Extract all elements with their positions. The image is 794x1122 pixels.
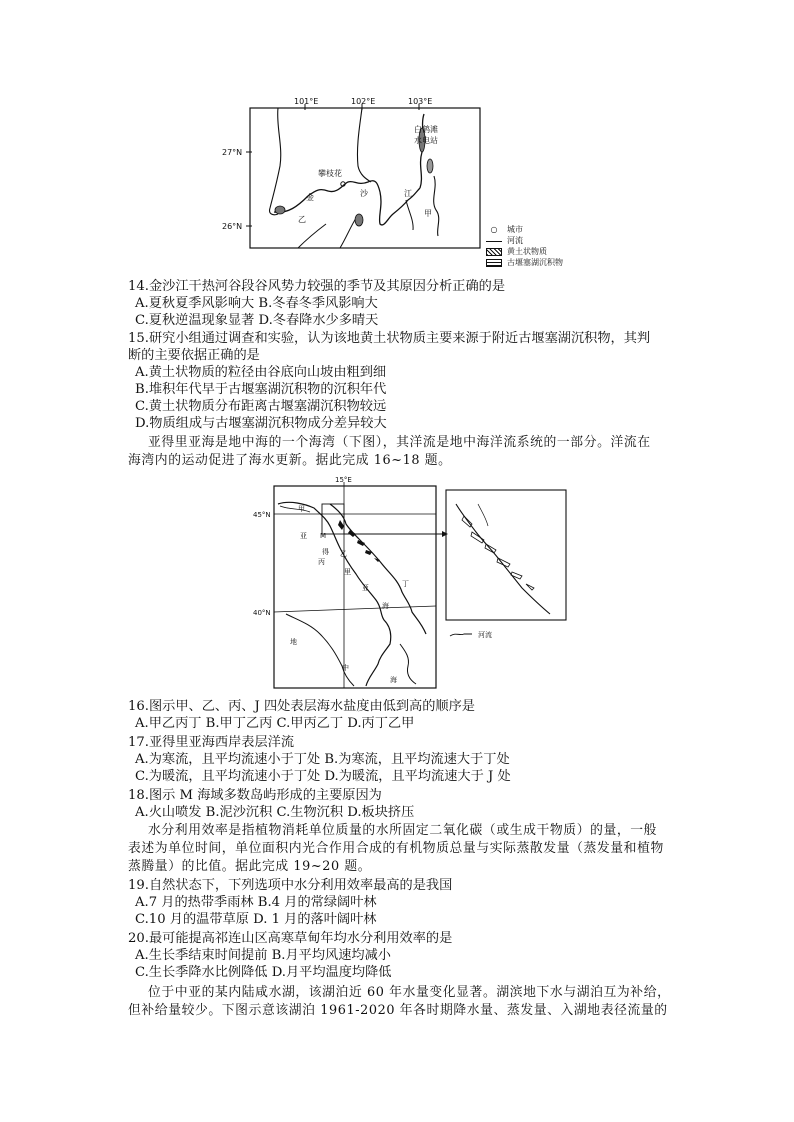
label-li: 里 xyxy=(344,568,351,576)
legend-city-label: 城市 xyxy=(507,225,523,234)
q14-options-1: A.夏秋夏季风影响大 B.冬春冬季风影响大 xyxy=(135,296,378,311)
label-jia: 甲 xyxy=(424,209,432,218)
intro19-line-3: 蒸腾量）的比值。据此完成 19~20 题。 xyxy=(128,859,372,874)
q14-stem: 14.金沙江干热河谷段谷风势力较强的季节及其原因分析正确的是 xyxy=(128,279,506,294)
intro21-line-2: 但补给量较少。下图示意该湖泊 1961-2020 年各时期降水量、蒸发量、入湖地表径流量的 xyxy=(128,1003,668,1018)
lat-label-26: 26°N xyxy=(222,222,243,231)
yalong-river xyxy=(357,108,371,182)
inset-arrow-icon xyxy=(442,531,448,537)
label-yi: 乙 xyxy=(340,550,347,558)
legend-river xyxy=(486,235,563,246)
inset-map-frame xyxy=(446,490,566,620)
q17-stem: 17.亚得里亚海西岸表层洋流 xyxy=(128,735,295,750)
q15-stem-1: 15.研究小组通过调查和实验，认为该地黄土状物质主要来源于附近古堰塞湖沉积物，其判 xyxy=(128,331,651,346)
lat-label-40n: 40°N xyxy=(253,609,271,617)
inset-coastline xyxy=(456,504,550,614)
intro19-line-1: 水分利用效率是指植物消耗单位质量的水所固定二氧化碳（或生成干物质）的量，一般 xyxy=(148,823,658,838)
label-de: 得 xyxy=(322,548,329,556)
river-symbol-icon xyxy=(486,241,502,242)
deposit-2 xyxy=(355,214,363,226)
q19-options-2: C.10 月的温带草原 D. 1 月的落叶阔叶林 xyxy=(135,912,377,927)
lat-label-45n: 45°N xyxy=(253,511,271,519)
q19-stem: 19.自然状态下，下列选项中水分利用效率最高的是我国 xyxy=(128,878,453,893)
legend-lake xyxy=(486,257,563,268)
q17-options-1: A.为寒流，且平均流速小于丁处 B.为寒流，且平均流速大于丁处 xyxy=(135,752,510,767)
label-jin: 金 xyxy=(306,193,314,202)
inset-river xyxy=(478,504,488,526)
legend-loess xyxy=(486,246,563,257)
map2-legend-river: 河流 xyxy=(478,631,492,639)
greece-coast xyxy=(400,644,416,684)
deposit-1 xyxy=(275,206,285,214)
label-ya-2: 亚 xyxy=(362,584,369,592)
yi-tributary xyxy=(298,224,326,248)
label-jia: 甲 xyxy=(298,505,305,513)
label-zhong: 中 xyxy=(342,664,349,672)
legend-city xyxy=(486,224,563,235)
label-ya-1: 亚 xyxy=(300,532,307,540)
lon-label-102: 102°E xyxy=(351,97,376,106)
right-tributary xyxy=(434,176,439,236)
legend-lake-label: 古堰塞湖沉积物 xyxy=(507,258,563,267)
label-jiang: 江 xyxy=(404,189,412,198)
label-di: 地 xyxy=(290,638,297,646)
intro16-line-2: 海湾内的运动促进了海水更新。据此完成 16~18 题。 xyxy=(128,453,452,468)
intro21-line-1: 位于中亚的某内陆咸水湖，该湖泊近 60 年水量变化显著。湖滨地下水与湖泊互为补给， xyxy=(148,985,671,1000)
po-river xyxy=(280,506,310,512)
loess-symbol-icon xyxy=(486,248,502,256)
q18-stem: 18.图示 M 海域多数岛屿形成的主要原因为 xyxy=(128,788,382,803)
q16-stem: 16.图示甲、乙、丙、J 四处表层海水盐度由低到高的顺序是 xyxy=(128,699,475,714)
jinsha-main-middle xyxy=(380,188,420,225)
lon-label-103: 103°E xyxy=(408,97,433,106)
q14-options-2: C.夏秋逆温现象显著 D.冬春降水少多晴天 xyxy=(135,313,379,328)
label-panzhihua: 攀枝花 xyxy=(318,169,342,178)
intro19-line-2: 表述为单位时间，单位面积内光合作用合成的有机物质总量与实际蒸散发量（蒸发量和植物 xyxy=(128,841,664,856)
map1-legend xyxy=(486,224,563,268)
adriatic-sea-map xyxy=(250,474,590,694)
label-hai-2: 海 xyxy=(390,676,397,684)
deposit-4 xyxy=(427,159,433,173)
label-ding: 丁 xyxy=(402,580,409,588)
q15-option-c: C.黄土状物质分布距离古堰塞湖沉积物较远 xyxy=(135,399,387,414)
lat-label-27: 27°N xyxy=(222,148,243,157)
q15-option-a: A.黄土状物质的粒径由谷底向山坡由粗到细 xyxy=(135,365,387,380)
q16-options: A.甲乙丙丁 B.甲丁乙丙 C.甲丙乙丁 D.丙丁乙甲 xyxy=(135,716,415,731)
label-m: M xyxy=(320,532,327,540)
adriatic-map-svg xyxy=(250,474,590,694)
lon-label-15e: 15°E xyxy=(335,476,352,484)
intro16-line-1: 亚得里亚海是地中海的一个海湾（下图），其洋流是地中海洋流系统的一部分。洋流在 xyxy=(148,435,651,450)
q19-options-1: A.7 月的热带季雨林 B.4 月的常绿阔叶林 xyxy=(135,895,377,910)
q17-options-2: C.为暖流，且平均流速小于丁处 D.为暖流，且平均流速大于 J 处 xyxy=(135,769,511,784)
q20-options-1: A.生长季结束时间提前 B.月平均风速均减小 xyxy=(135,948,391,963)
label-bing: 丙 xyxy=(318,558,325,566)
city-symbol-icon: ○ xyxy=(490,224,498,234)
river-left-tributary xyxy=(270,108,281,215)
label-baihetan-1: 白鹤滩 xyxy=(414,125,438,134)
label-hai-1: 海 xyxy=(382,602,389,610)
river-legend-icon xyxy=(450,634,472,636)
main-map-frame xyxy=(274,486,436,688)
q18-options: A.火山喷发 B.泥沙沉积 C.生物沉积 D.板块挤压 xyxy=(135,805,415,820)
lake-sediment-symbol-icon xyxy=(486,259,502,267)
label-baihetan-2: 水电站 xyxy=(414,136,438,145)
q20-stem: 20.最可能提高祁连山区高寒草甸年均水分利用效率的是 xyxy=(128,931,453,946)
italy-east-coast xyxy=(278,502,391,686)
label-sha: 沙 xyxy=(360,189,368,198)
label-yi: 乙 xyxy=(298,215,306,224)
q15-option-d: D.物质组成与古堰塞湖沉积物成分差异较大 xyxy=(135,416,387,431)
lon-label-101: 101°E xyxy=(294,97,319,106)
q15-stem-2: 断的主要依据正确的是 xyxy=(128,348,260,363)
legend-river-label: 河流 xyxy=(507,236,523,245)
small-tributary xyxy=(406,200,413,230)
south-tributary xyxy=(340,218,356,248)
q15-option-b: B.堆积年代早于古堰塞湖沉积物的沉积年代 xyxy=(135,382,387,397)
q20-options-2: C.生长季降水比例降低 D.月平均温度均降低 xyxy=(135,965,392,980)
legend-loess-label: 黄土状物质 xyxy=(507,247,547,256)
